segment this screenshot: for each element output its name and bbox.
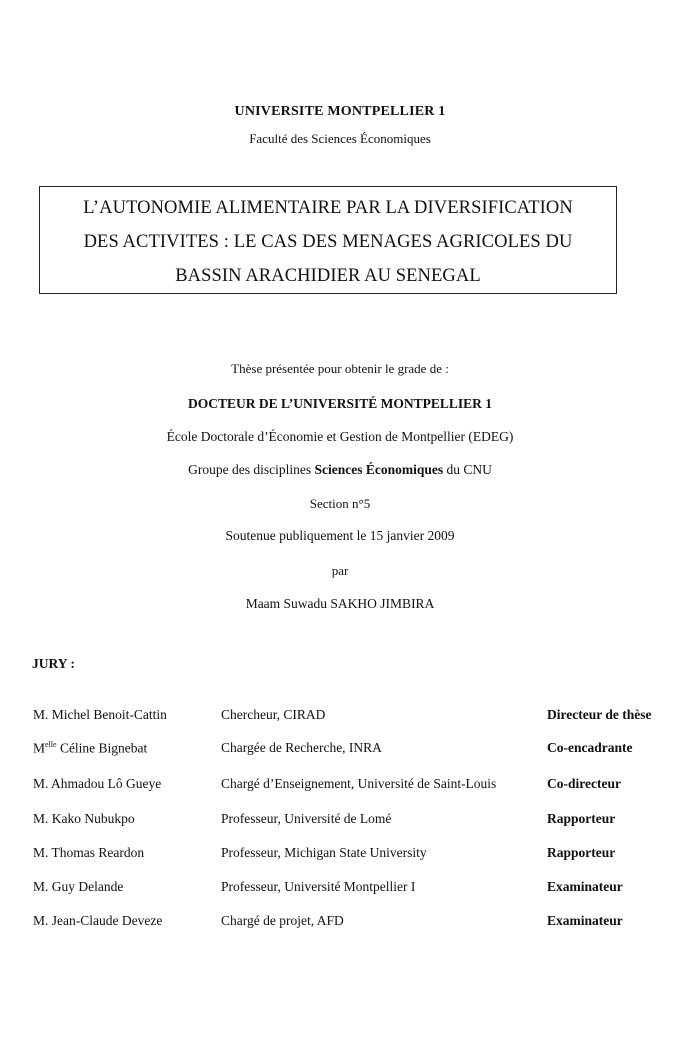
defense-date-line: Soutenue publiquement le 15 janvier 2009 (225, 528, 455, 543)
author-name: Maam Suwadu SAKHO JIMBIRA (245, 596, 435, 611)
jury-member-role: Rapporteur (547, 811, 616, 826)
presented-line: Thèse présentée pour obtenir le grade de : (231, 361, 449, 376)
thesis-title-line-1: L’AUTONOMIE ALIMENTAIRE PAR LA DIVERSIFICATION (83, 198, 573, 218)
jury-member-position: Chercheur, CIRAD (221, 707, 326, 722)
jury-row (0, 776, 680, 796)
jury-member-name: M. Guy Delande (33, 879, 124, 894)
jury-member-name: M. Thomas Reardon (33, 845, 145, 860)
section-line: Section n°5 (309, 496, 371, 511)
doctoral-school-line: École Doctorale d’Économie et Gestion de Montpellier (EDEG) (166, 429, 514, 444)
jury-member-role: Co-directeur (547, 776, 621, 791)
jury-member-position: Professeur, Michigan State University (221, 845, 427, 860)
group-prefix: Groupe des disciplines (188, 462, 315, 477)
thesis-title-line-3: BASSIN ARACHIDIER AU SENEGAL (175, 266, 481, 286)
name-superscript: elle (45, 740, 57, 749)
jury-member-name: M. Kako Nubukpo (33, 811, 135, 826)
jury-row (0, 913, 680, 933)
jury-member-position: Professeur, Université de Lomé (221, 811, 392, 826)
group-bold: Sciences Économiques (314, 462, 444, 477)
jury-heading: JURY : (32, 656, 75, 671)
jury-member-role: Rapporteur (547, 845, 616, 860)
discipline-group-line (0, 462, 680, 478)
jury-member-role: Examinateur (547, 913, 623, 928)
thesis-title-line-2: DES ACTIVITES : LE CAS DES MENAGES AGRICOLES DU (83, 232, 573, 252)
jury-member-name: M. Ahmadou Lô Gueye (33, 776, 162, 791)
jury-member-role: Co-encadrante (547, 740, 633, 755)
jury-member-name: M. Michel Benoit-Cattin (33, 707, 167, 722)
jury-member-position: Chargée de Recherche, INRA (221, 740, 382, 755)
by-line: par (331, 563, 349, 578)
jury-member-role: Directeur de thèse (547, 707, 652, 722)
faculty-name: Faculté des Sciences Économiques (249, 131, 431, 146)
jury-member-role: Examinateur (547, 879, 623, 894)
name-rest: Céline Bignebat (56, 740, 148, 756)
jury-row (0, 707, 680, 727)
degree-line: DOCTEUR DE L’UNIVERSITÉ MONTPELLIER 1 (187, 396, 493, 411)
jury-member-position: Chargé de projet, AFD (221, 913, 344, 928)
jury-member-name: M. Jean-Claude Deveze (33, 913, 163, 928)
jury-member-name (33, 740, 147, 757)
university-name: UNIVERSITE MONTPELLIER 1 (234, 104, 446, 119)
jury-row (0, 740, 680, 760)
jury-member-position: Chargé d’Enseignement, Université de Saint-Louis (221, 776, 497, 791)
jury-row (0, 811, 680, 831)
jury-row (0, 879, 680, 899)
jury-row (0, 845, 680, 865)
thesis-title-box (39, 186, 617, 294)
group-suffix: du CNU (443, 462, 492, 477)
name-prefix: M (33, 740, 46, 756)
jury-member-position: Professeur, Université Montpellier I (221, 879, 416, 894)
